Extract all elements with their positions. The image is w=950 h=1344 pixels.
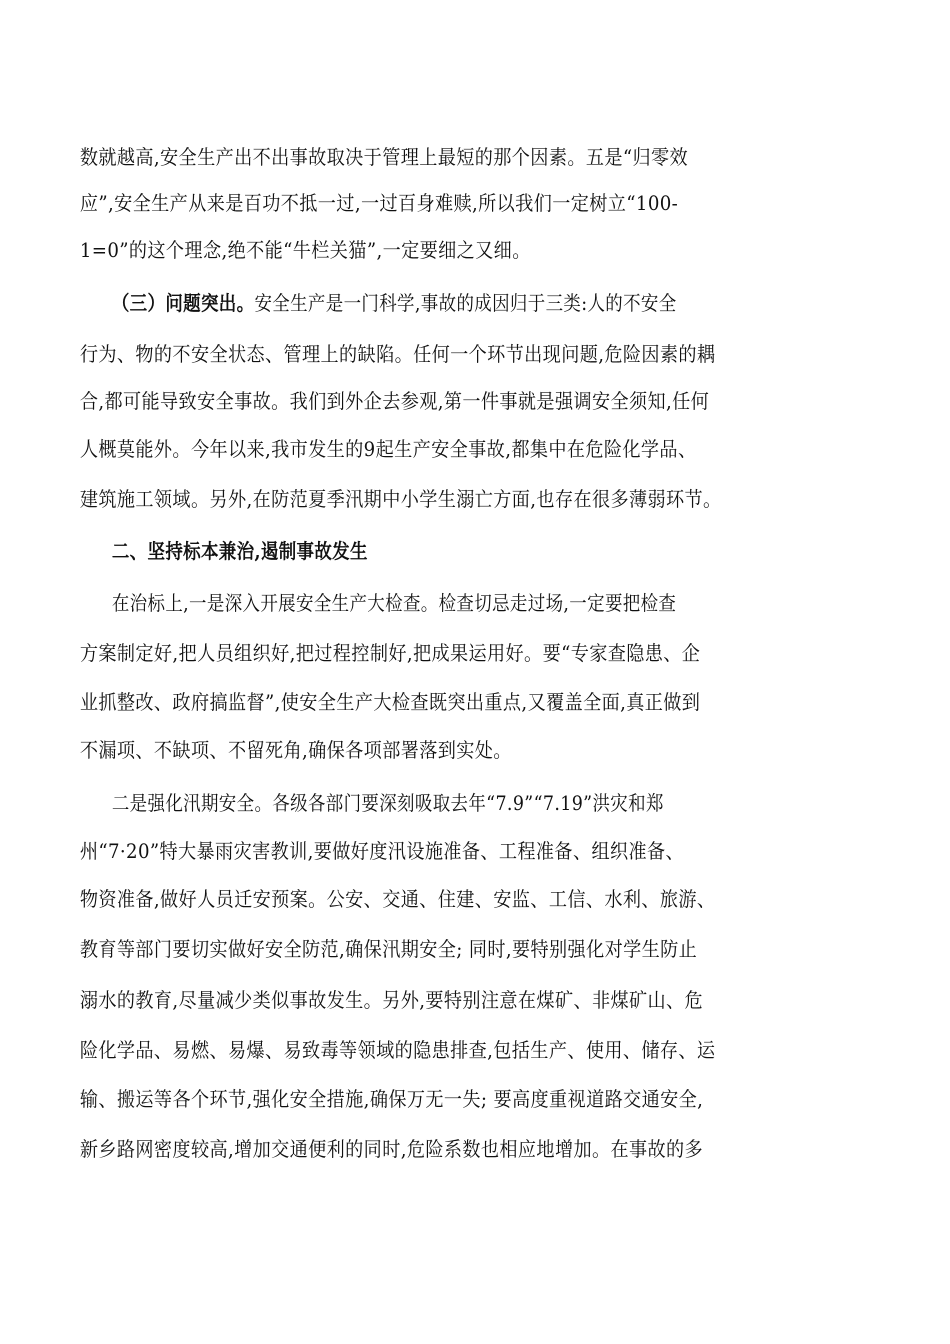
text-line	[0, 737, 942, 763]
line-text: 业抓整改、政府搞监督”,使安全生产大检查既突出重点,又覆盖全面,真正做到	[79, 690, 701, 714]
line-text: 方案制定好,把人员组织好,把过程控制好,把成果运用好。要“专家查隐患、企	[79, 641, 701, 665]
line-text: 溺水的教育,尽量减少类似事故发生。另外,要特别注意在煤矿、非煤矿山、危	[79, 988, 704, 1012]
section-heading: 二、坚持标本兼治,遏制事故发生	[111, 539, 368, 563]
line-text: 人概莫能外。今年以来,我市发生的9起生产安全事故,都集中在危险化学品、	[79, 437, 697, 461]
text-line	[0, 1037, 942, 1063]
text-line	[0, 388, 942, 414]
text-line	[0, 190, 942, 216]
text-line	[0, 987, 942, 1013]
line-text: 不漏项、不缺项、不留死角,确保各项部署落到实处。	[79, 738, 512, 762]
line-text: 物资准备,做好人员迁安预案。公安、交通、住建、安监、工信、水利、旅游、	[79, 887, 716, 911]
line-text: 应”,安全生产从来是百功不抵一过,一过百身难赎,所以我们一定树立“100-	[79, 191, 679, 215]
line-text: 1=0”的这个理念,绝不能“牛栏关猫”,一定要细之又细。	[79, 238, 531, 262]
text-line	[0, 838, 942, 864]
section-heading: （三）问题突出。	[111, 291, 255, 315]
text-line	[0, 936, 942, 962]
line-text: 在治标上,一是深入开展安全生产大检查。检查切忌走过场,一定要把检查	[111, 591, 677, 615]
text-line	[0, 237, 942, 263]
line-text: 输、搬运等各个环节,强化安全措施,确保万无一失; 要高度重视道路交通安全,	[79, 1087, 704, 1111]
text-line	[0, 1086, 942, 1112]
line-text: 合,都可能导致安全事故。我们到外企去参观,第一件事就是强调安全须知,任何	[79, 389, 710, 413]
text-line	[0, 341, 942, 367]
text-line	[0, 640, 942, 666]
line-text: 二是强化汛期安全。各级各部门要深刻吸取去年“7.9”“7.19”洪灾和郑	[111, 791, 664, 815]
text-line	[0, 144, 942, 170]
line-text: 建筑施工领域。另外,在防范夏季汛期中小学生溺亡方面,也存在很多薄弱环节。	[79, 487, 722, 511]
text-line	[0, 486, 942, 512]
text-line	[0, 689, 942, 715]
text-line	[0, 290, 942, 316]
line-text: 教育等部门要切实做好安全防范,确保汛期安全; 同时,要特别强化对学生防止	[79, 937, 698, 961]
line-text: 新乡路网密度较高,增加交通便利的同时,危险系数也相应地增加。在事故的多	[79, 1137, 704, 1161]
text-line	[0, 886, 942, 912]
text-line	[0, 790, 942, 816]
text-line	[0, 590, 942, 616]
text-line	[0, 1136, 942, 1162]
line-text: 州“7·20”特大暴雨灾害教训,要做好度汛设施准备、工程准备、组织准备、	[79, 839, 685, 863]
text-line	[0, 436, 942, 462]
line-text: 数就越高,安全生产出不出事故取决于管理上最短的那个因素。五是“归零效	[79, 145, 689, 169]
text-line	[0, 538, 942, 564]
line-text: 险化学品、易燃、易爆、易致毒等领域的隐患排查,包括生产、使用、储存、运	[79, 1038, 716, 1062]
line-text: 行为、物的不安全状态、管理上的缺陷。任何一个环节出现问题,危险因素的耦	[79, 342, 716, 366]
line-text: 安全生产是一门科学,事故的成因归于三类:人的不安全	[254, 291, 677, 315]
